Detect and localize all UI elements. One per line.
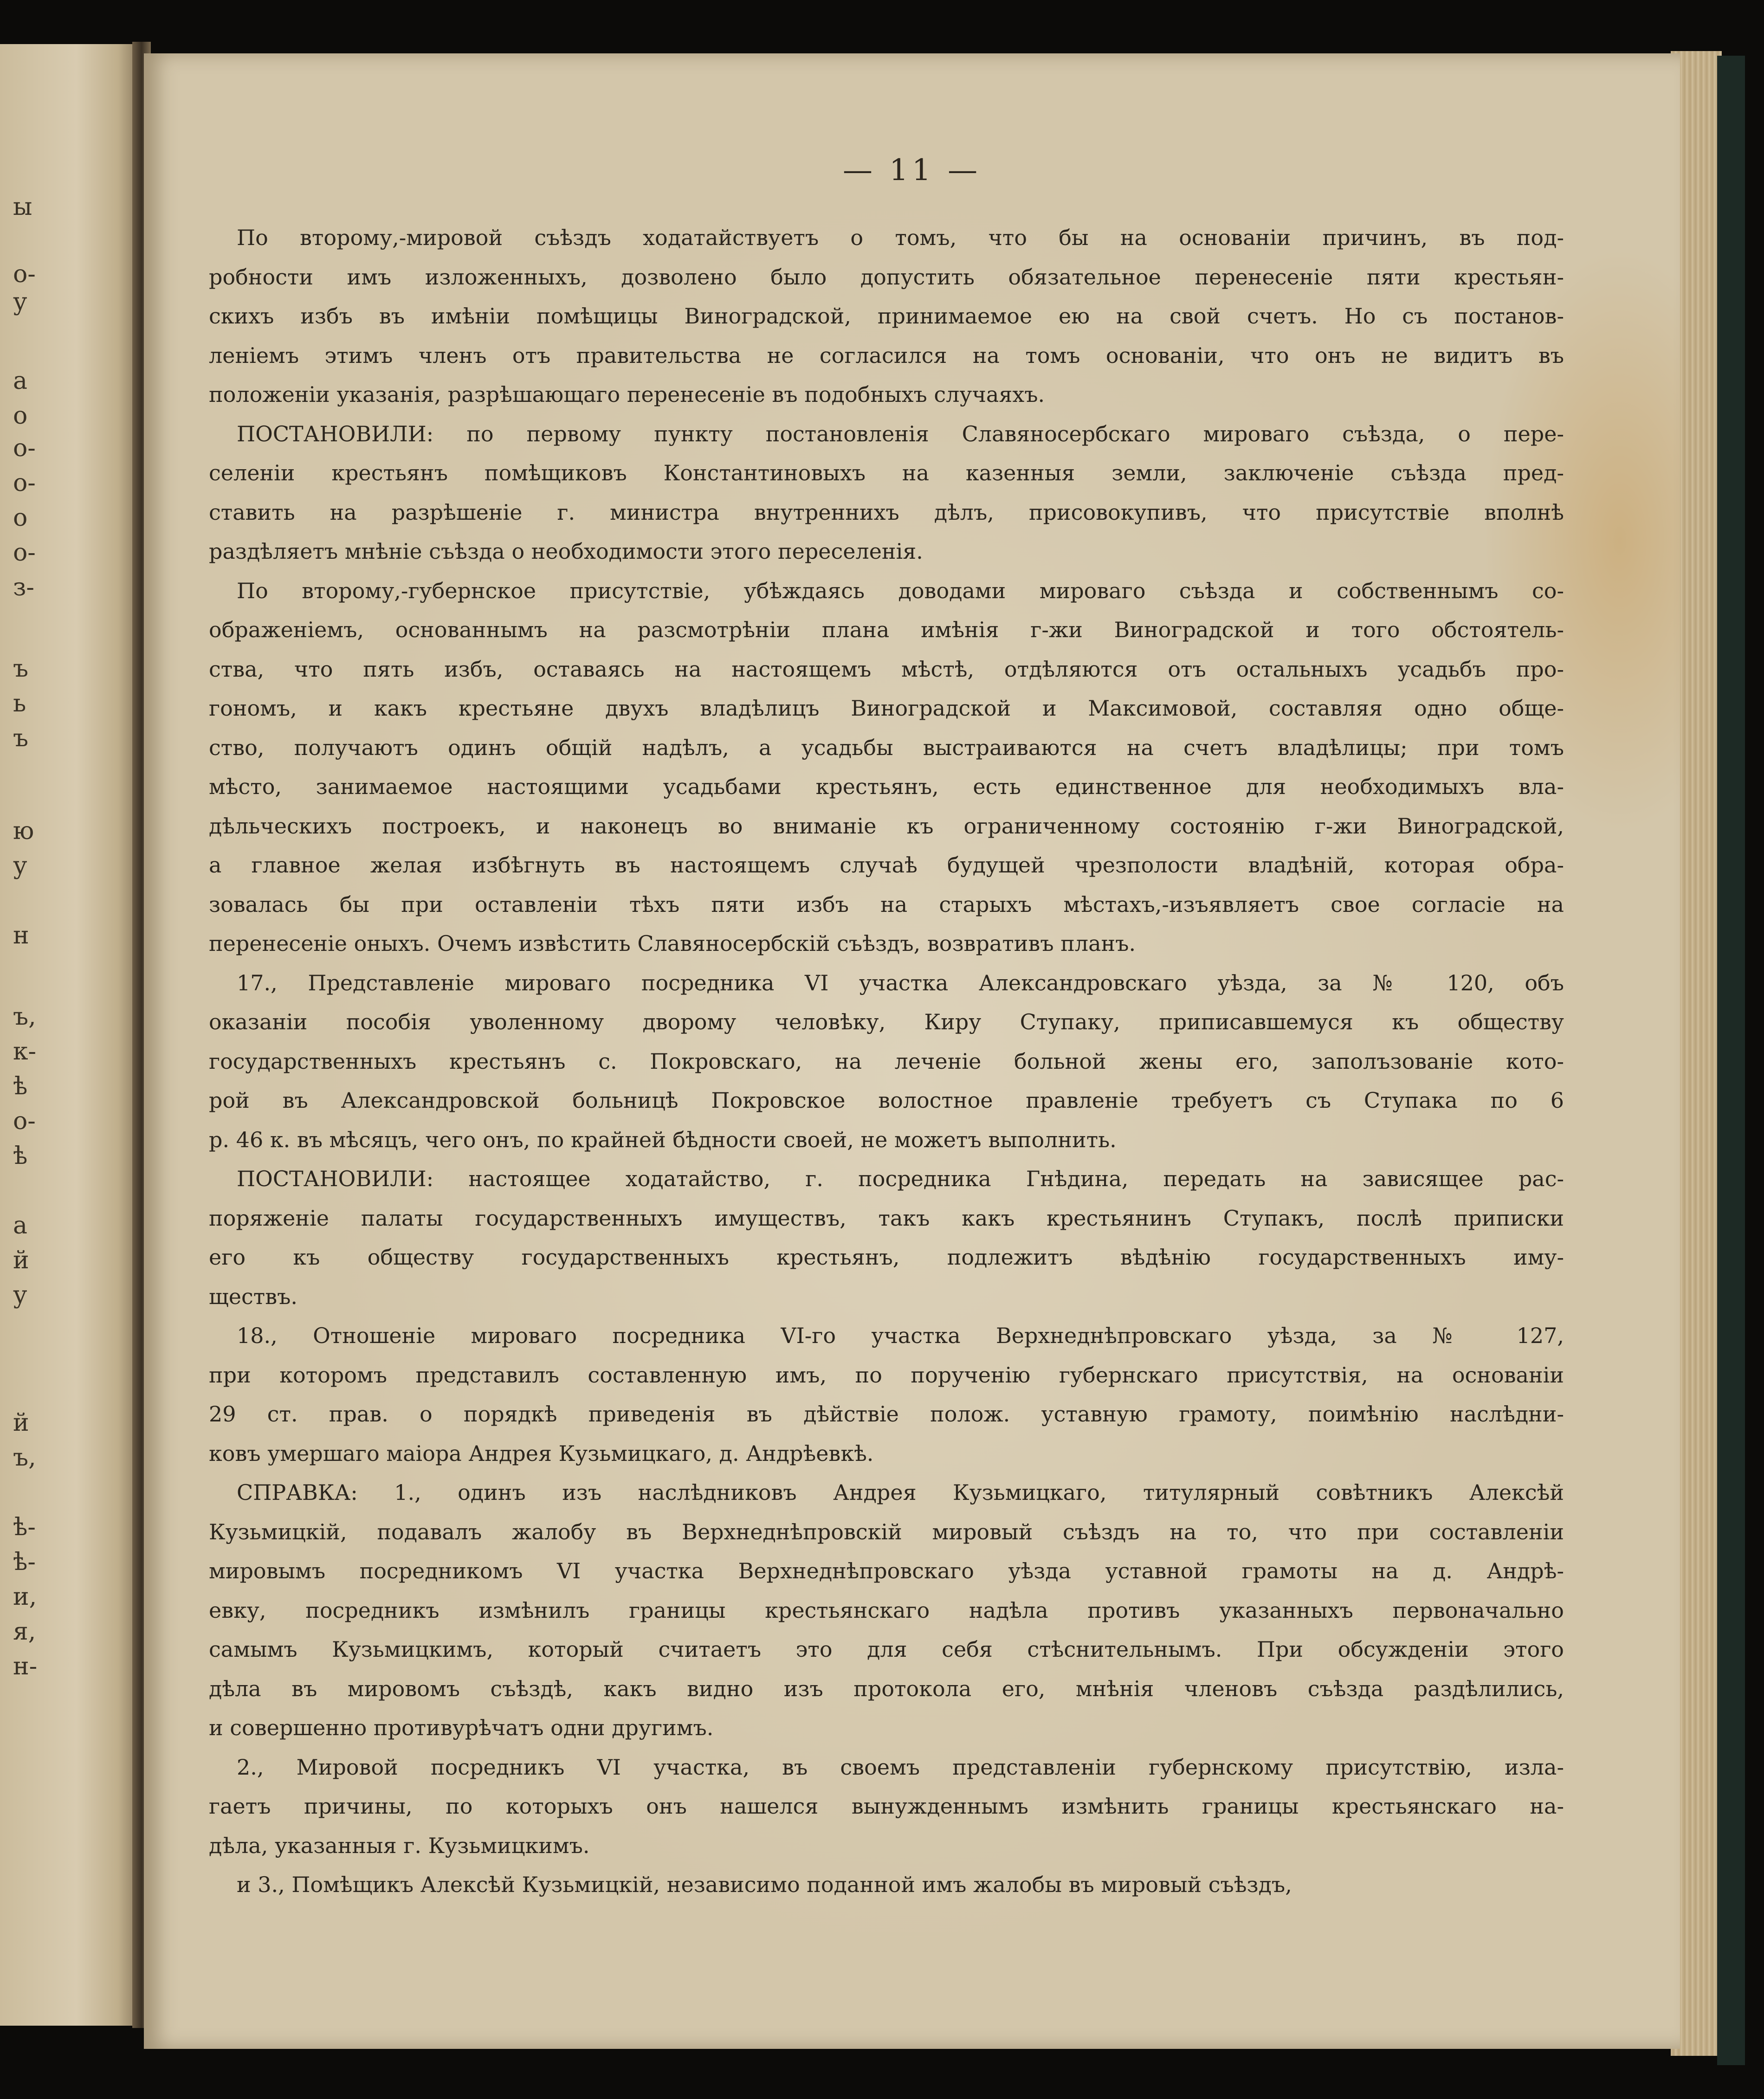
paragraph <box>209 963 1564 1160</box>
left-page-letter: о- <box>13 1107 36 1135</box>
left-page-letter: ы <box>13 193 32 221</box>
left-page-letter: у <box>13 852 27 880</box>
text-line: гаетъ причины, по которыхъ онъ нашелся вынужденнымъ измѣнить границы крестьянскаго на- <box>209 1794 1564 1819</box>
text-line: леніемъ этимъ членъ отъ правительства не согласился на томъ основаніи, что онъ не видитъ въ <box>209 342 1564 368</box>
text-line: положеніи указанія, разрѣшающаго перенесеніе въ подобныхъ случаяхъ. <box>209 382 1045 407</box>
left-page-letter: у <box>13 1281 27 1309</box>
left-page-letter: и, <box>13 1583 37 1611</box>
book-page <box>144 53 1680 2049</box>
left-page-letter: к- <box>13 1038 37 1066</box>
text-line: ПОСТАНОВИЛИ: по первому пункту постановленія Славяносербскаго мироваго съѣзда, о пере- <box>237 421 1564 446</box>
text-line: дѣльческихъ построекъ, и наконецъ во вниманіе къ ограниченному состоянію г-жи Виноградской, <box>209 813 1564 839</box>
left-page-letter: ъ, <box>13 1003 36 1031</box>
text-line: а главное желая избѣгнуть въ настоящемъ случаѣ будущей чрезполости владѣній, которая обра- <box>209 853 1564 878</box>
left-page-letter: ъ, <box>13 1444 36 1472</box>
left-page-letter: а <box>13 1212 28 1240</box>
page-text <box>209 218 1564 1905</box>
text-line: По второму,-мировой съѣздъ ходатайствуетъ о томъ, что бы на основаніи причинъ, въ под- <box>237 225 1564 250</box>
paragraph <box>209 571 1564 963</box>
text-line: и совершенно противурѣчатъ одни другимъ. <box>209 1715 714 1740</box>
text-line: дѣла, указанныя г. Кузьмицкимъ. <box>209 1833 590 1858</box>
left-page-letter: о- <box>13 260 36 288</box>
book-cover-edge <box>1717 56 1745 2065</box>
text-line: ПОСТАНОВИЛИ: настоящее ходатайство, г. посредника Гнѣдина, передать на зависящее рас- <box>237 1166 1564 1191</box>
text-line: зовалась бы при оставленіи тѣхъ пяти избъ на старыхъ мѣстахъ,-изъявляетъ свое согласіе на <box>209 891 1564 917</box>
text-line: ковъ умершаго маіора Андрея Кузьмицкаго, д. Андрѣевкѣ. <box>209 1440 874 1466</box>
left-page-letter: о- <box>13 434 36 462</box>
text-line: 18., Отношеніе мироваго посредника VI-го участка Верхнеднѣпровскаго уѣзда, за № 127, <box>237 1323 1564 1348</box>
left-page-letter: ъ <box>13 724 29 752</box>
text-line: ображеніемъ, основаннымъ на разсмотрѣніи плана имѣнія г-жи Виноградской и того обстоятель- <box>209 617 1564 642</box>
left-page-letter: ѣ- <box>13 1548 36 1576</box>
text-line: робности имъ изложенныхъ, дозволено было допустить обязательное перенесеніе пяти крестьян- <box>209 264 1564 290</box>
text-line: ществъ. <box>209 1284 297 1309</box>
text-line: рой въ Александровской больницѣ Покровское волостное правленіе требуетъ съ Ступака по 6 <box>209 1088 1564 1113</box>
text-line: р. 46 к. въ мѣсяцъ, чего онъ, по крайней бѣдности своей, не можетъ выполнить. <box>209 1127 1117 1152</box>
text-line: и 3., Помѣщикъ Алексѣй Кузьмицкій, независимо поданной имъ жалобы въ мировый съѣздъ, <box>237 1872 1292 1897</box>
text-line: самымъ Кузьмицкимъ, который считаетъ это для себя стѣснительнымъ. При обсужденіи этого <box>209 1637 1564 1662</box>
left-page-letter: з- <box>13 574 34 601</box>
left-page-letter: ѣ <box>13 1142 28 1170</box>
left-page-letter: о- <box>13 539 36 567</box>
text-line: СПРАВКА: 1., одинъ изъ наслѣдниковъ Андрея Кузьмицкаго, титулярный совѣтникъ Алексѣй <box>237 1480 1564 1505</box>
paragraph <box>209 218 1564 414</box>
text-line: гономъ, и какъ крестьяне двухъ владѣлицъ Виноградской и Максимовой, составляя одно обще- <box>209 696 1564 721</box>
left-page-letter: ѣ <box>13 1072 28 1100</box>
text-line: скихъ избъ въ имѣніи помѣщицы Виноградской, принимаемое ею на свой счетъ. Но съ постанов- <box>209 304 1564 329</box>
left-page-letter: о <box>13 402 28 430</box>
text-line: По второму,-губернское присутствіе, убѣждаясь доводами мироваго съѣзда и собственнымъ со- <box>237 578 1564 603</box>
text-line: оказаніи пособія уволенному дворому человѣку, Киру Ступаку, приписавшемуся къ обществу <box>209 1009 1564 1034</box>
left-page-letter: й <box>13 1409 29 1437</box>
paragraph <box>209 1473 1564 1748</box>
text-line: селеніи крестьянъ помѣщиковъ Константиновыхъ на казенныя земли, заключеніе съѣзда пред- <box>209 460 1564 485</box>
text-line: его къ обществу государственныхъ крестьянъ, подлежитъ вѣдѣнію государственныхъ иму- <box>209 1245 1564 1270</box>
text-line: ство, получаютъ одинъ общій надѣлъ, а усадьбы выстраиваются на счетъ владѣлицы; при томъ <box>209 735 1564 760</box>
text-line: мировымъ посредникомъ VI участка Верхнеднѣпровскаго уѣзда уставной грамоты на д. Андрѣ- <box>209 1558 1564 1583</box>
text-line: раздѣляетъ мнѣніе съѣзда о необходимости этого переселенія. <box>209 539 923 564</box>
text-line: 2., Мировой посредникъ VI участка, въ своемъ представленіи губернскому присутствію, изла- <box>237 1754 1564 1780</box>
left-page-letter: ю <box>13 817 34 845</box>
left-page-letter: ѣ- <box>13 1513 36 1541</box>
left-page-letter: а <box>13 367 28 395</box>
paragraph <box>209 1865 1564 1905</box>
page-number: — 11 — <box>842 153 982 187</box>
paragraph <box>209 1159 1564 1316</box>
left-page-letter: ъ <box>13 655 29 683</box>
text-line: евку, посредникъ измѣнилъ границы крестьянскаго надѣла противъ указанныхъ первоначально <box>209 1597 1564 1623</box>
left-page-letter: н <box>13 922 29 949</box>
text-line: 17., Представленіе мироваго посредника VI участка Александровскаго уѣзда, за № 120, объ <box>237 970 1564 995</box>
text-line: при которомъ представилъ составленную имъ, по порученію губернскаго присутствія, на основаніи <box>209 1362 1564 1388</box>
left-page-letter: я, <box>13 1618 36 1646</box>
text-line: Кузьмицкій, подавалъ жалобу въ Верхнеднѣпровскій мировый съѣздъ на то, что при составленіи <box>209 1519 1564 1544</box>
left-page-letter: о <box>13 504 28 532</box>
left-page-letter: ь <box>13 690 26 717</box>
left-page-letter: у <box>13 288 27 316</box>
text-line: ставить на разрѣшеніе г. министра внутреннихъ дѣлъ, присовокупивъ, что присутствіе вполнѣ <box>209 499 1564 525</box>
left-page-letter: о- <box>13 469 36 497</box>
text-line: мѣсто, занимаемое настоящими усадьбами крестьянъ, есть единственное для необходимыхъ вла- <box>209 774 1564 799</box>
text-line: 29 ст. прав. о порядкѣ приведенія въ дѣйствіе полож. уставную грамоту, поимѣнію наслѣдни- <box>209 1401 1564 1427</box>
left-page-fragment <box>0 44 139 2026</box>
paragraph <box>209 1748 1564 1866</box>
text-line: государственныхъ крестьянъ с. Покровскаго, на леченіе больной жены его, заполъзованіе кото- <box>209 1048 1564 1074</box>
left-page-letter: н- <box>13 1653 38 1680</box>
text-line: дѣла въ мировомъ съѣздѣ, какъ видно изъ протокола его, мнѣнія членовъ съѣзда раздѣлились, <box>209 1676 1564 1701</box>
paragraph <box>209 1316 1564 1473</box>
text-line: перенесеніе оныхъ. Очемъ извѣстить Славяносербскій съѣздъ, возвративъ планъ. <box>209 931 1136 956</box>
text-line: поряженіе палаты государственныхъ имуществъ, такъ какъ крестьянинъ Ступакъ, послѣ приписки <box>209 1205 1564 1231</box>
left-page-letter: й <box>13 1246 29 1274</box>
paragraph <box>209 414 1564 571</box>
text-line: ства, что пять избъ, оставаясь на настоящемъ мѣстѣ, отдѣляются отъ остальныхъ усадьбъ про- <box>209 656 1564 682</box>
